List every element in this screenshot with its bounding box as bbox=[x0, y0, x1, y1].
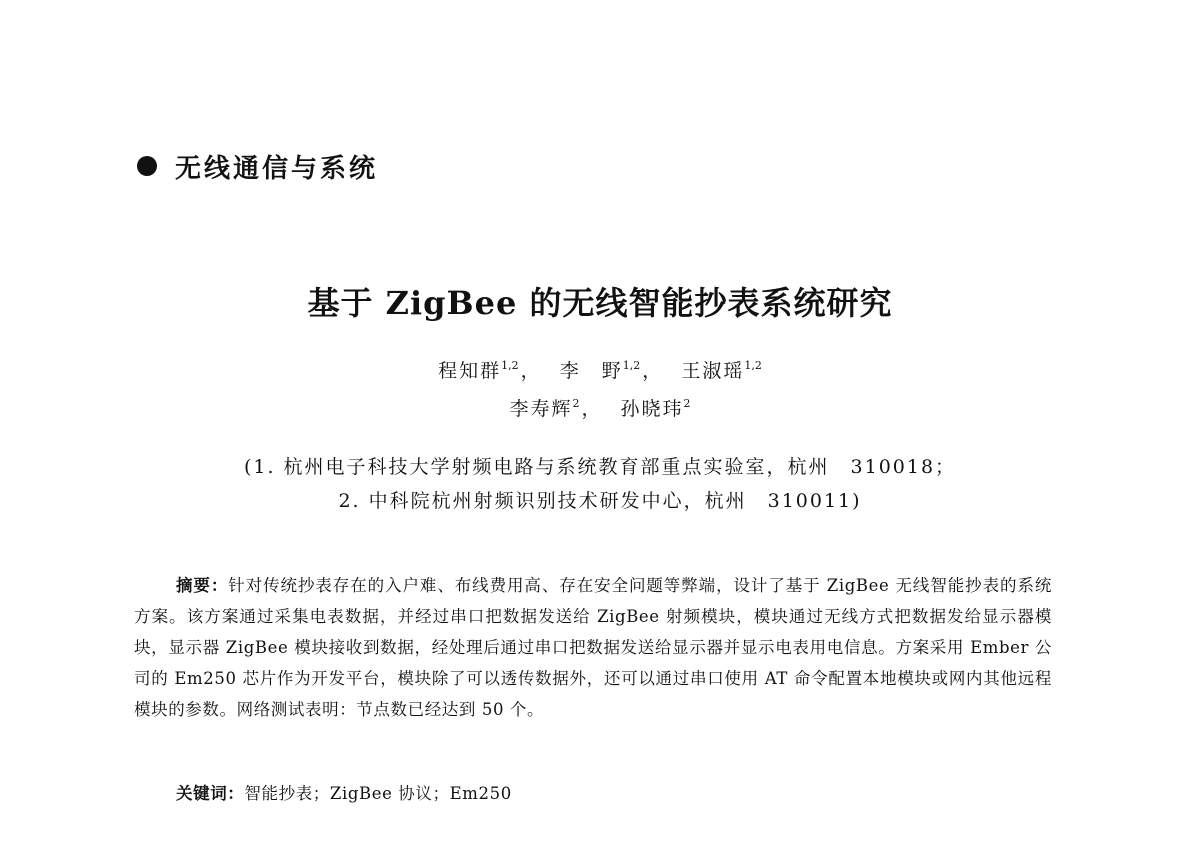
author-affiliation-mark: 2 bbox=[683, 397, 691, 410]
section-title: 无线通信与系统 bbox=[175, 153, 379, 184]
author bbox=[621, 398, 691, 420]
author-separator: ， bbox=[642, 360, 664, 382]
author bbox=[560, 360, 641, 382]
authors-line-2 bbox=[0, 394, 1200, 421]
affiliation-line-2: 2. 中科院杭州射频识别技术研发中心，杭州 310011) bbox=[338, 490, 862, 512]
author-name: 李 野 bbox=[559, 360, 623, 382]
author-separator: ， bbox=[520, 360, 542, 382]
author-affiliation-mark: 2 bbox=[572, 397, 580, 410]
author-name: 孙晓玮 bbox=[620, 398, 684, 420]
author-affiliation-mark: 1,2 bbox=[622, 359, 641, 372]
abstract-text: 针对传统抄表存在的入户难、布线费用高、存在安全问题等弊端，设计了基于 ZigBee 无线智能抄表的系统方案。该方案通过采集电表数据，并经过串口把数据发送给 ZigBee 射频模块，模块通过无线方式把数据发给显示器模块，显示器 ZigBee 模块接收到数据，经处理后通过串口把数据发送给显示器并显示电表用电信息。方案采用 Ember 公司的 Em250 芯片作为开发平台，模块除了可以透传数据外，还可以通过串口使用 AT 命令配置本地模块或网内其他远程模块的参数。网络测试表明：节点数已经达到 50 个。 bbox=[134, 576, 1052, 719]
section-header bbox=[137, 146, 378, 186]
author-separator: ， bbox=[581, 398, 603, 420]
authors-line-1 bbox=[0, 356, 1200, 383]
author-affiliation-mark: 1,2 bbox=[744, 359, 762, 372]
author-name: 程知群 bbox=[438, 360, 502, 382]
paper-title: 基于 ZigBee 的无线智能抄表系统研究 bbox=[307, 284, 893, 322]
author bbox=[681, 360, 762, 382]
author-name: 李寿辉 bbox=[509, 398, 573, 420]
author bbox=[509, 398, 579, 420]
keywords-label: 关键词： bbox=[176, 784, 245, 803]
affiliation-line-1: (1. 杭州电子科技大学射频电路与系统教育部重点实验室，杭州 310018； bbox=[243, 456, 957, 478]
keywords-text: 智能抄表；ZigBee 协议；Em250 bbox=[244, 784, 512, 803]
bullet-icon bbox=[137, 156, 157, 176]
keywords bbox=[176, 780, 512, 804]
abstract bbox=[134, 570, 1052, 725]
author-affiliation-mark: 1,2 bbox=[501, 359, 519, 372]
author-name: 王淑瑶 bbox=[681, 360, 745, 382]
author bbox=[438, 360, 519, 382]
abstract-label: 摘要： bbox=[176, 576, 229, 595]
